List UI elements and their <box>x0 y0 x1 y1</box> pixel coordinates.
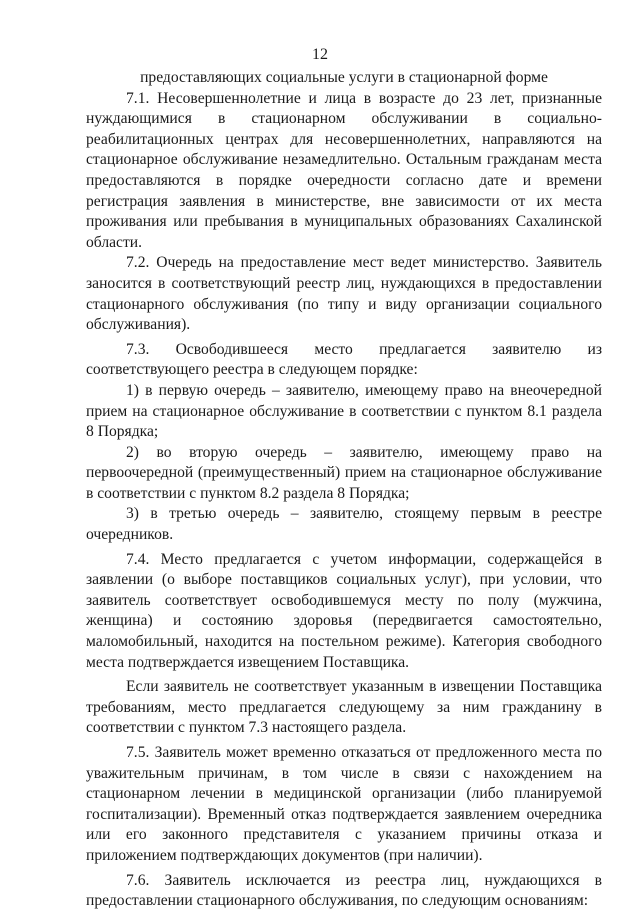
page-number: 12 <box>312 46 328 63</box>
list-item-2: 2) во вторую очередь – заявителю, имеющему право на первоочередной (преимущественный) прием на стационарное обслуживание в соответствии с пунктом 8.2 раздела 8 Порядка; <box>86 443 602 502</box>
paragraph-7-3: 7.3. Освободившееся место предлагается заявителю из соответствующего реестра в следующем порядке: <box>86 340 602 379</box>
paragraph-7-6: 7.6. Заявитель исключается из реестра лиц, нуждающихся в предоставлении стационарного обслуживания, по следующим основаниям: <box>86 871 602 910</box>
list-item-3: 3) в третью очередь – заявителю, стоящему первым в реестре очередников. <box>86 505 602 544</box>
section-heading: предоставляющих социальные услуги в стационарной форме <box>140 69 548 86</box>
list-item-1: 1) в первую очередь – заявителю, имеющему право на внеочередной прием на стационарное обслуживание в соответствии с пунктом 8.1 раздела 8 Порядка; <box>86 381 602 441</box>
paragraph-7-1: 7.1. Несовершеннолетние и лица в возрасте до 23 лет, признанные нуждающимися в стационарном обслуживании в социально-реабилитационных центрах для несовершеннолетних, направляются на стационарное обслуживание незамедлительно. Остальным гражданам места предоставляются в порядке очередности согласно дате и времени регистрация заявления в министерстве, вне зависимости от их места проживания или пребывания в муниципальных образованиях Сахалинской области. <box>86 89 602 251</box>
document-body <box>86 68 602 912</box>
paragraph-7-4: 7.4. Место предлагается с учетом информации, содержащейся в заявлении (о выборе поставщиков социальных услуг), при условии, что заявитель соответствует освободившемуся месту по полу (мужчина, женщина) и состоянию здоровья (передвигается самостоятельно, маломобильный, находится на постельном режиме). Категория свободного места подтверждается извещением Поставщика. <box>86 550 602 671</box>
paragraph-7-5: 7.5. Заявитель может временно отказаться от предложенного места по уважительным причинам, в том числе в связи с нахождением на стационарном лечении в медицинской организации (либо планируемой госпитализации). Временный отказ подтверждается заявлением очередника или его законного представителя с указанием причины отказа и приложением подтверждающих документов (при наличии). <box>86 744 602 864</box>
paragraph-7-4-continued: Если заявитель не соответствует указанным в извещении Поставщика требованиям, место предлагается следующему за ним гражданину в соответствии с пунктом 7.3 настоящего раздела. <box>86 678 602 737</box>
paragraph-7-2: 7.2. Очередь на предоставление мест ведет министерство. Заявитель заносится в соответствующий реестр лиц, нуждающихся в предоставлении стационарного обслуживания (по типу и виду организации социального обслуживания). <box>86 254 602 334</box>
